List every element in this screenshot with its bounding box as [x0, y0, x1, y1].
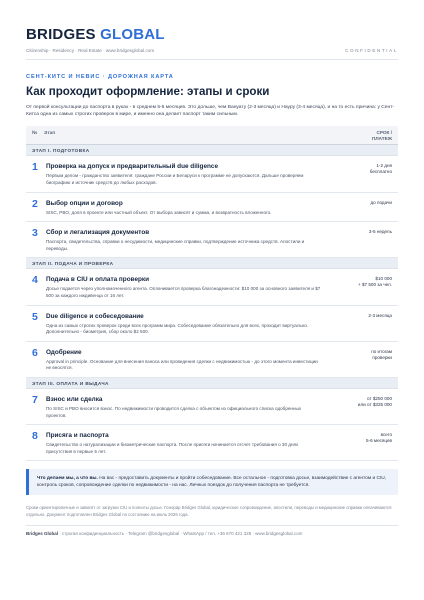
callout-lead: Что делаем мы, а что вы.	[37, 476, 98, 482]
footer-brand: Bridges Global	[26, 531, 59, 537]
step-title: Проверка на допуск и предварительный due diligence	[46, 163, 219, 171]
step-number: 5	[32, 310, 38, 323]
step-term	[328, 312, 392, 336]
step-term-line: 2-3 месяца	[368, 312, 392, 318]
step-term	[328, 228, 392, 252]
brand-logo	[26, 27, 398, 43]
step-term-line: или от $325 000	[357, 401, 392, 407]
step-description: По SISC и PBO вносится взнос. По недвижимости проводится сделка с объектом из официального списка одобренных проектов.	[46, 405, 302, 418]
step-description: Approval in principle. Основание для внесения взноса или проведения сделки с недвижимостью - до этого момента инвестиции не вносятся.	[46, 358, 318, 371]
step-body	[46, 395, 328, 419]
step-row	[26, 342, 398, 378]
step-description: Одна из самых строгих проверок среди всех программ мира. Собеседование обязательно для всех, проходит виртуально. Дополнительно - биометрия, сбор около $2 500.	[46, 322, 309, 335]
step-term	[328, 395, 392, 419]
phase-header: ЭТАП III. ОПЛАТА И ВЫДАЧА	[26, 378, 398, 389]
column-header-term-line2: ПЛАТЕЖ	[371, 136, 392, 141]
step-number: 3	[32, 227, 38, 240]
step-row	[26, 222, 398, 258]
column-header-term	[332, 130, 392, 141]
step-description: SISC, PBO, доля в проекте или частный объект. От выбора зависят и сумма, и возвратность вложенного.	[46, 209, 272, 215]
column-header-term-line1: СРОК /	[376, 130, 392, 136]
step-number: 1	[32, 161, 38, 174]
step-term	[328, 431, 392, 455]
step-row	[26, 193, 398, 223]
step-row	[26, 389, 398, 425]
column-header-number: №	[32, 130, 38, 136]
step-number: 2	[32, 197, 38, 210]
intro-paragraph: От первой консультации до паспорта в руках - в среднем 5-6 месяцев. Это дольше, чем Вануату (2-3 месяца) и Науру (3-4 месяца), и на то есть причина: у Сент-Китса одна из самых строгих проверок в мире, и именно она делает паспорт таким сильным.	[26, 105, 395, 118]
step-number: 8	[32, 430, 38, 443]
step-term-line: от $250 000	[367, 395, 392, 401]
header-meta	[26, 48, 398, 53]
footer-contacts: · строгая конфиденциальность · Telegram @bridgesglobal · WhatsApp / тел. +36 670 421 328 · www.bridgesglobal.com	[58, 531, 303, 537]
column-header-step: Этап	[44, 130, 56, 136]
step-title: Одобрение	[46, 348, 82, 356]
section-kicker: СЕНТ-КИТС И НЕВИС · ДОРОЖНАЯ КАРТА	[26, 74, 174, 80]
step-description: Досье подается через уполномоченного агента. Оплачивается проверка благонадежности: $10 000 за основного заявителя и $7 500 за каждого иждивенца от 16 лет.	[46, 286, 321, 298]
brand-tagline: Citizenship · Residency · Real Estate · www.bridgesglobal.com	[26, 48, 155, 53]
step-term-line: бесплатно	[369, 169, 392, 175]
step-term-line: 1-2 дня	[376, 163, 392, 169]
step-description: Паспорта, свидетельства, справки о несудимости, медицинские справки, подтверждение источника средств. Апостили и переводы.	[46, 239, 305, 251]
page-title: Как проходит оформление: этапы и сроки	[26, 85, 270, 98]
step-term	[328, 275, 392, 299]
brand-accent: GLOBAL	[100, 26, 165, 43]
step-term-line: 3-5 недель	[368, 229, 392, 235]
step-body	[46, 275, 328, 299]
callout-text: На вас - предоставить документы и пройти собеседование. Все остальное - подготовка досье, взаимодействие с агентом и CIU, контроль сроков, сопровождение сделки по недвижимости - на нас. Личных поездок до получения паспорта не требуется.	[37, 476, 387, 489]
step-title: Выбор опции и договор	[46, 199, 123, 207]
step-term-line: проверки	[372, 354, 392, 360]
confidential-label: CONFIDENTIAL	[345, 48, 398, 53]
step-body	[46, 199, 328, 217]
responsibility-callout	[26, 469, 398, 495]
step-number: 7	[32, 393, 38, 406]
step-body	[46, 431, 328, 455]
step-term-line: всего	[380, 432, 392, 438]
page-footer	[26, 531, 398, 536]
brand-name: BRIDGES	[26, 26, 101, 43]
step-description: Свидетельство о натурализации и биометрические паспорта. После присяги начинается отсчет требования о 30 днях присутствия в первые 5 лет.	[46, 442, 299, 454]
step-term-line: до подачи	[370, 199, 392, 205]
footnote: Сроки ориентировочные и зависят от загрузки CIU и полноты досье. Гонорар Bridges Global, юридическое сопровождение, апостили, переводы и медицинские справки оплачиваются отдельно. Документ подготовлен Bridges Global по состоянию на июль 2026 года.	[26, 505, 392, 517]
step-body	[46, 228, 328, 252]
step-title: Подача в CIU и оплата проверки	[46, 276, 150, 284]
step-term-line: $10 000	[375, 276, 392, 282]
phase-header: ЭТАП II. ПОДАЧА И ПРОВЕРКА	[26, 258, 398, 269]
table-header	[26, 126, 398, 145]
phase-header: ЭТАП I. ПОДГОТОВКА	[26, 145, 398, 156]
step-body	[46, 348, 328, 372]
step-body	[46, 162, 328, 186]
step-row	[26, 425, 398, 461]
step-number: 4	[32, 274, 38, 287]
step-row	[26, 269, 398, 305]
step-description: Первым делом - гражданство заявителя: граждане России и Беларуси к программе не допускаются. Дальше проверяем биографию и источник средств до любых расходов.	[46, 173, 304, 185]
step-term	[328, 162, 392, 186]
step-body	[46, 312, 328, 336]
step-title: Сбор и легализация документов	[46, 229, 150, 237]
step-term-line: + $7 500 за чел.	[358, 282, 392, 288]
step-row	[26, 156, 398, 192]
step-term-line: 5-6 месяцев	[366, 437, 392, 443]
header-divider	[26, 59, 398, 60]
step-row	[26, 306, 398, 342]
step-term	[328, 348, 392, 372]
step-term	[328, 199, 392, 217]
step-title: Due diligence и собеседование	[46, 312, 144, 320]
table-body	[26, 145, 398, 461]
step-term-line: по итогам	[371, 348, 392, 354]
step-number: 6	[32, 346, 38, 359]
step-title: Взнос или сделка	[46, 395, 103, 403]
footer-divider	[26, 525, 398, 526]
stages-table	[26, 126, 398, 461]
step-title: Присяга и паспорта	[46, 432, 109, 440]
